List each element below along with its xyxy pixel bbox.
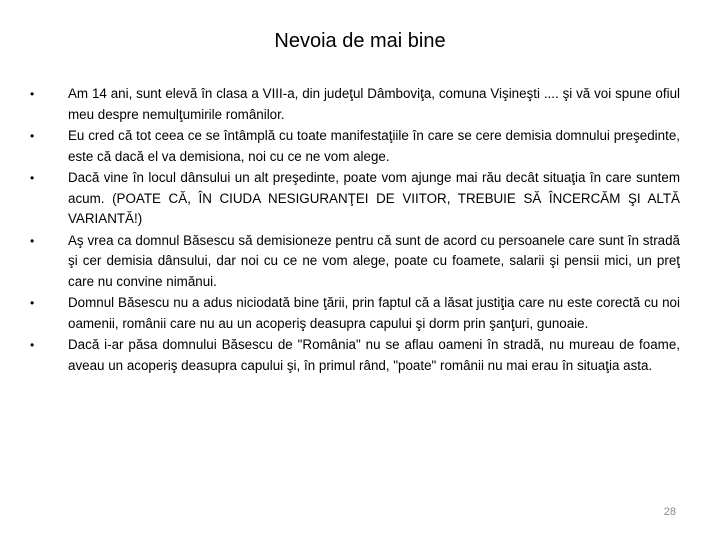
- list-item-text: Eu cred că tot ceea ce se întâmplă cu toate manifestaţiile în care se cere demisia domnului preşedinte, este că dacă el va demisiona, noi cu ce ne vom alege.: [68, 128, 680, 164]
- list-item-text: Domnul Băsescu nu a adus niciodată bine ţării, prin faptul că a lăsat justiţia care nu este corectă cu noi oamenii, românii care nu au un acoperiş deasupra capului şi dorm prin şanţuri, gunoaie.: [68, 295, 680, 331]
- list-item-text: Aş vrea ca domnul Băsescu să demisioneze pentru că sunt de acord cu persoanele care sunt în stradă şi cer demisia dânsului, dar noi cu ce ne vom alege, poate cu foamete, salarii şi pensii mici, un preţ care nu convine nimănui.: [68, 232, 680, 289]
- list-item-text: Am 14 ani, sunt elevă în clasa a VIII-a, din judeţul Dâmboviţa, comuna Vişineşti .... şi vă voi spune ofiul meu despre nemulţumirile românilor.: [68, 86, 680, 122]
- list-item: [30, 231, 680, 293]
- list-item: [30, 335, 680, 376]
- list-item: [30, 168, 680, 230]
- bullet-icon: •: [30, 296, 35, 310]
- list-item: [30, 126, 680, 167]
- slide-title: Nevoia de mai bine: [274, 30, 446, 52]
- page-number: 28: [663, 506, 676, 518]
- list-item-text: Dacă vine în locul dânsului un alt preşedinte, poate vom ajunge mai rău decât situaţia în care suntem acum. (POATE CĂ, ÎN CIUDA NESIGURANŢEI DE VIITOR, TREBUIE SĂ ÎNCERCĂM ŞI ALTĂ VARIANTĂ!): [68, 170, 680, 226]
- bullet-icon: •: [30, 129, 35, 143]
- bullet-icon: •: [30, 338, 35, 352]
- bullet-icon: •: [30, 233, 35, 248]
- bullet-icon: •: [30, 87, 35, 101]
- list-item: [30, 84, 680, 125]
- list-item-text: Dacă i-ar păsa domnului Băsescu de "România" nu se aflau oameni în stradă, nu mureau de foame, aveau un acoperiş deasupra capului şi, în primul rând, "poate" românii nu mai erau în situaţia asta.: [68, 337, 680, 373]
- bullet-list: [30, 84, 680, 377]
- list-item: [30, 293, 680, 334]
- bullet-icon: •: [30, 171, 35, 185]
